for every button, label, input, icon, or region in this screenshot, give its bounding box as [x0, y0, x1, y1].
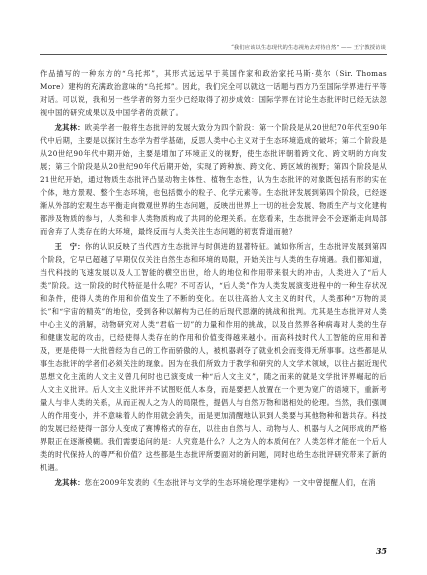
paragraph-text: 作品描写的一种东方的“乌托邦”，其形式远远早于英国作家和政治家托马斯·莫尔（Sir. Thomas More）建构的充满政治意味的“乌托邦”。因此，我们完全可以就这一话题与西方乃至国际学界进行平等对话。可以说，我和另一些学者的努力至少已经取得了初步成效：国际学界在讨论生态批评时已经无法忽视中国的研究成果以及中国学者的贡献了。: [40, 69, 387, 118]
paragraph-text: 您在2009年发表的《生态批评与文学的生态环境伦理学建构》一文中曾提醒人们，在消: [84, 477, 376, 487]
paragraph: [40, 476, 387, 489]
paragraph-text: 欧美学者一般将生态批评的发展大致分为四个阶段：第一个阶段是从20世纪70年代至90年代中后期，主要是以探讨生态学为哲学基础，反思人类中心主义对于生态环境造成的破坏；第二个阶段是从20世纪90年代中期开始，主要是增加了环境正义的视野，使生态批评朝着跨文化、跨文明的方向发展；第三个阶段是从20世纪90年代后期开始，实现了跨种族、跨文化、跨区域的视野；第四个阶段是从21世纪开始，通过物质生态批评凸显动物主体性、植物生态性，认为生态批评的对象既包括有形的实在个体，地方景观、整个生态环境，也包括微小的粒子、化学元素等。生态批评发展到第四个阶段，已经逐渐从外部的宏观生态平衡走向微观世界的生态问题，反映出世界上一切的社会发展、物质生产与文化建构都涉及物质的参与，人类和非人类物质构成了共同的伦理关系。在您看来，生态批评会不会逐渐走向局部而舍弃了人类存在的大环境，最终反而与人类关注生态问题的初衷背道而驰？: [40, 122, 387, 237]
article-body: [40, 67, 387, 491]
paragraph: [40, 121, 387, 238]
paragraph: [40, 240, 387, 475]
speaker-label: 王 宁：: [54, 241, 85, 251]
speaker-label: 龙其林：: [54, 122, 85, 132]
header-rule: [40, 54, 387, 55]
page-number: 35: [375, 546, 387, 556]
paragraph-text: 你的认识反映了当代西方生态批评与时俱进的显著特征。诚如你所言，生态批评发展到第四个阶段，它早已超越了早期仅仅关注自然生态和环境的局限，开始关注与人类的生存境遇。我们都知道，当代科技的飞速发展以及人工智能的横空出世，给人的地位和作用带来很大的冲击，人类进入了“后人类”阶段。这一阶段的时代特征是什么呢？不可否认，“后人类”作为人类发展演变进程中的一种生存状况和条件，使得人类的作用和价值发生了不断的变化。在以往高抬人文主义的时代，人类那种“万物的灵长”和“宇宙的精英”的地位，受到各种以解构为己任的后现代思潮的挑战和批判。尤其是生态批评对人类中心主义的消解，动物研究对人类“君临一切”的力量和作用的挑战，以及自然界各种病毒对人类的生存和健康发起的攻击，已经使得人类存在的作用和价值变得越来越小。而高科技时代人工智能的应用和普及，更是使得一大批曾经为自己的工作而骄傲的人，被机器剥夺了就业机会而变得无所事事。这些都是从事生态批评的学者们必须关注的现象。因为在我们所致力于教学和研究的人文学术领域，以往占据近现代思想文化主流的人文主义曾几何时也已演变成一种“后人文主义”，随之而来的就是文学批评界崛起的后人文主义批评。后人文主义批评并不试图贬低人本身，而是要把人放置在一个更为宽广的语境下，重新考量人与非人类的关系，从而正视人之为人的局限性，提倡人与自然万物和谐相处的伦理。当然，我们强调人的作用变小，并不意味着人的作用就会消失，而是更加清醒地认识到人类要与其他物种和谐共存。科技的发展已经使得一部分人变成了赛博格式的存在，以往由自然与人、动物与人、机器与人之间形成的严格界限正在逐渐模糊。我们需要追问的是：人究竟是什么？人之为人的本质何在？人类怎样才能在一个后人类的时代保持人的尊严和价值？这些都是生态批评所要面对的新问题，同时也给生态批评研究带来了新的机遇。: [40, 241, 387, 473]
paragraph: [40, 67, 387, 119]
speaker-label: 龙其林：: [54, 477, 85, 487]
running-header: “我们应该以生态现代的生态视角去对待自然” —— 王宁教授访谈: [231, 45, 386, 51]
